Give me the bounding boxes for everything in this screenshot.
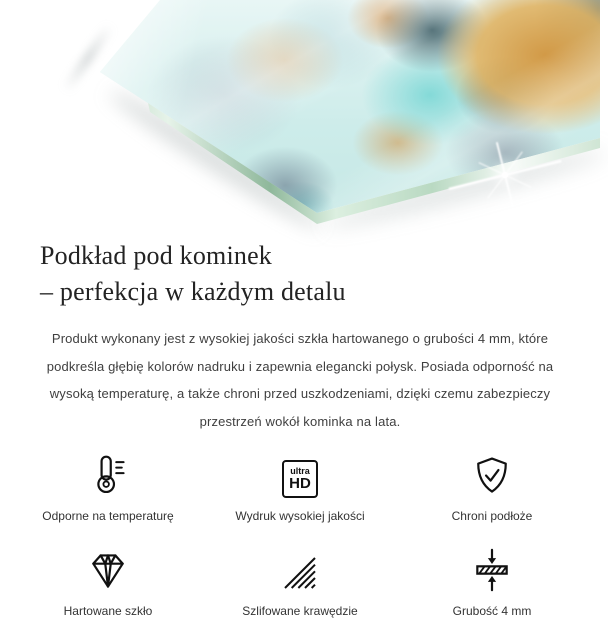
ultra-hd-icon — [282, 452, 318, 498]
product-description: Produkt wykonany jest z wysokiej jakości szkła hartowanego o grubości 4 mm, które podkreśla głębię kolorów nadruku i zapewnia elegancki połysk. Posiada odporność na wysoką temperaturę, a także chroni przed uszkodzeniami, dzięki czemu zabezpieczy przestrzeń wokół kominka na lata. — [46, 331, 554, 429]
feature-item — [396, 452, 588, 523]
feature-item — [12, 452, 204, 523]
thickness-icon — [470, 547, 514, 593]
feature-label: Odporne na temperaturę — [42, 509, 174, 523]
ultra-hd-text-top: ultra — [290, 466, 310, 476]
feature-item — [396, 547, 588, 618]
thermometer-icon — [86, 452, 130, 498]
product-image — [0, 0, 600, 230]
feature-item — [204, 547, 396, 618]
sparkle-icon — [440, 130, 570, 220]
page-title-line2: – perfekcja w każdym detalu — [40, 277, 346, 306]
page-title-line1: Podkład pod kominek — [40, 241, 273, 270]
features-grid — [0, 452, 600, 618]
glass-edge-fade-streak — [61, 22, 115, 93]
page-title — [40, 238, 600, 310]
feature-item — [204, 452, 396, 523]
feature-label: Szlifowane krawędzie — [242, 604, 358, 618]
feature-label: Wydruk wysokiej jakości — [235, 509, 365, 523]
diamond-icon — [85, 547, 131, 593]
ultra-hd-text-bottom: HD — [289, 475, 311, 492]
feature-label: Hartowane szkło — [63, 604, 153, 618]
feature-item — [12, 547, 204, 618]
shield-check-icon — [470, 452, 514, 498]
feature-label: Chroni podłoże — [451, 509, 533, 523]
feature-label: Grubość 4 mm — [452, 604, 532, 618]
polished-edges-icon — [280, 547, 320, 593]
